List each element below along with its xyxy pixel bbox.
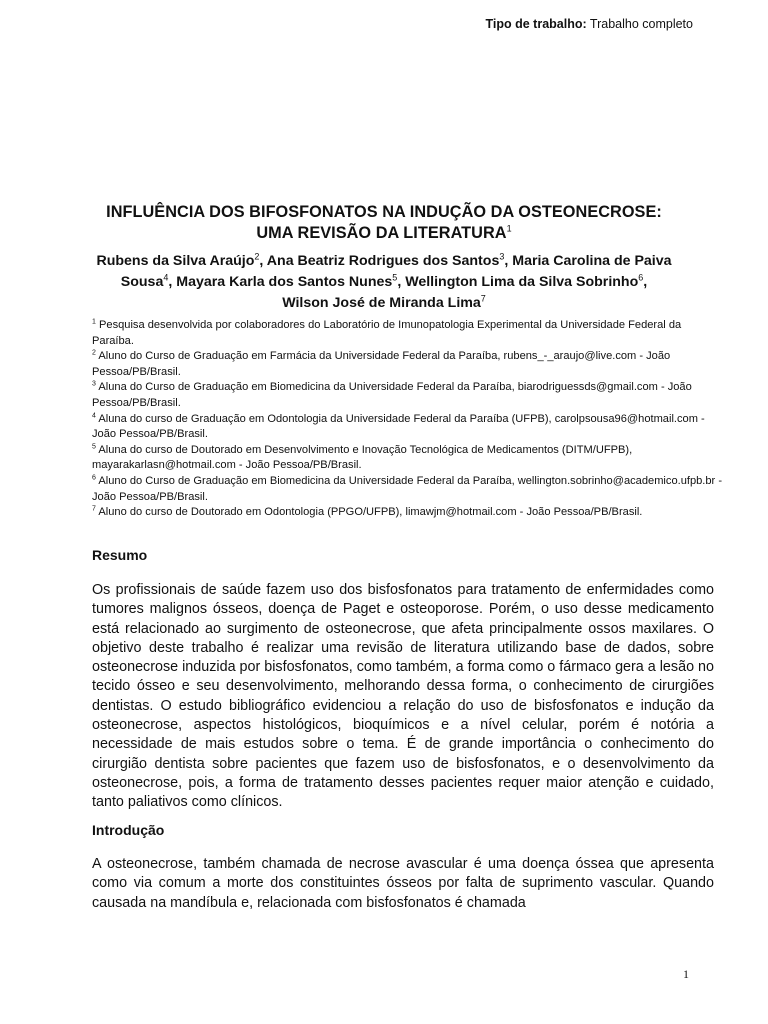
paper-title [80,202,688,244]
work-type-value: Trabalho completo [589,17,693,31]
author-name: Maria Carolina de Paiva Sousa [120,253,672,290]
author-mark: 7 [480,293,486,304]
affiliation-mark: 2 [92,349,96,357]
affiliation-text: Pesquisa desenvolvida por colaboradores do Laboratório de Imunopatologia Experimental da Universidade Federal da Paraíba. [92,319,682,347]
title-line-2: UMA REVISÃO DA LITERATURA [256,224,507,242]
author-name: Wellington Lima da Silva Sobrinho [405,274,639,290]
affiliation-mark: 6 [92,474,96,482]
affiliation-text: Aluna do curso de Doutorado em Desenvolvimento e Inovação Tecnológica de Medicamentos (DITM/UFPB), mayarakarlasn@hotmail.com - João Pessoa/PB/Brasil. [92,443,633,472]
resumo-heading: Resumo [92,547,148,563]
affiliation-text: Aluno do Curso de Graduação em Farmácia da Universidade Federal da Paraíba, rubens_-_araujo@live.com - João Pessoa/PB/Brasil. [92,350,671,378]
affiliation-text: Aluno do Curso de Graduação em Biomedicina da Universidade Federal da Paraíba, wellington.sobrinho@academico.ufpb.br - João Pessoa/PB/Brasil. [92,474,723,503]
affiliation-item [92,443,722,474]
affiliation-item [92,349,722,380]
author-mark: 2 [254,251,260,262]
affiliation-item [92,412,722,443]
author-list: Rubens da Silva Araújo$^2$, Ana Beatriz Rodrigues dos Santos$^3$, Maria Carolina de Paiva Sousa$^4$, Mayara Karla dos Santos Nunes$^5$, Wellington Lima da Silva Sobrinho$^6$, Wilson José de Miranda Lima$^7$ [96,251,672,311]
affiliation-text: Aluno do curso de Doutorado em Odontologia (PPGO/UFPB), limawjm@hotmail.com - João Pessoa/PB/Brasil. [98,506,643,519]
affiliation-item [92,505,722,521]
affiliation-mark: 7 [92,505,96,513]
affiliation-item [92,474,722,505]
affiliation-item [92,318,722,349]
page-number: 1 [683,967,689,981]
affiliation-item [92,380,722,411]
author-name: Mayara Karla dos Santos Nunes [176,274,393,290]
affiliations-list [92,318,722,521]
affiliation-text: Aluna do curso de Graduação em Odontologia da Universidade Federal da Paraíba (UFPB), carolpsousa96@hotmail.com - João Pessoa/PB/Brasil. [92,412,705,441]
affiliation-mark: 4 [92,411,96,419]
author-mark: 6 [638,272,644,283]
title-footnote-mark: 1 [506,223,512,234]
affiliation-mark: 3 [92,380,96,388]
author-mark: 4 [163,272,169,283]
introducao-paragraph: A osteonecrose, também chamada de necrose avascular é uma doença óssea que apresenta como via comum a morte dos constituintes ósseos por falta de suprimento vascular. Quando causada na mandíbula e, relacionada com bisfosfonatos é chamada [92,856,714,911]
author-name: Ana Beatriz Rodrigues dos Santos [266,253,500,269]
author-mark: 5 [392,272,398,283]
title-line-1: INFLUÊNCIA DOS BIFOSFONATOS NA INDUÇÃO DA OSTEONECROSE: [106,203,662,221]
author-name: Rubens da Silva Araújo [96,253,255,269]
author-mark: 3 [499,251,505,262]
work-type-label: Tipo de trabalho: [485,17,587,31]
affiliation-mark: 5 [92,443,96,451]
introducao-heading: Introdução [92,822,165,838]
affiliation-mark: 1 [92,318,96,326]
work-type-header [486,17,694,31]
resumo-paragraph: Os profissionais de saúde fazem uso dos bisfosfonatos para tratamento de enfermidades como tumores malignos ósseos, doença de Paget e osteoporose. Porém, o uso desse medicamento está relacionado ao surgimento de osteonecrose, que afeta principalmente ossos maxilares. O objetivo deste trabalho é realizar uma revisão de literatura utilizando base de dados, sobre osteonecrose induzida por bisfosfonatos, como também, a forma como o fármaco gera a lesão no tecido ósseo e seu desenvolvimento, melhorando dessa forma, o conhecimento de cirurgiões dentistas. O estudo bibliográfico evidenciou a relação do uso de bisfosfonatos e indução da osteonecrose, aspectos histológicos, bioquímicos e a nível celular, porém é notória a necessidade de mais estudos sobre o tema. É de grande importância o conhecimento do cirurgião dentista sobre pacientes que fazem uso de bisfosfonatos, e o desenvolvimento da osteonecrose, pois, a forma de tratamento desses pacientes requer maior atenção e cuidado, tanto paliativos como clínicos. [92,582,714,811]
author-name: Wilson José de Miranda Lima [282,295,481,311]
affiliation-text: Aluna do Curso de Graduação em Biomedicina da Universidade Federal da Paraíba, biarodriguessds@gmail.com - João Pessoa/PB/Brasil. [92,381,692,409]
